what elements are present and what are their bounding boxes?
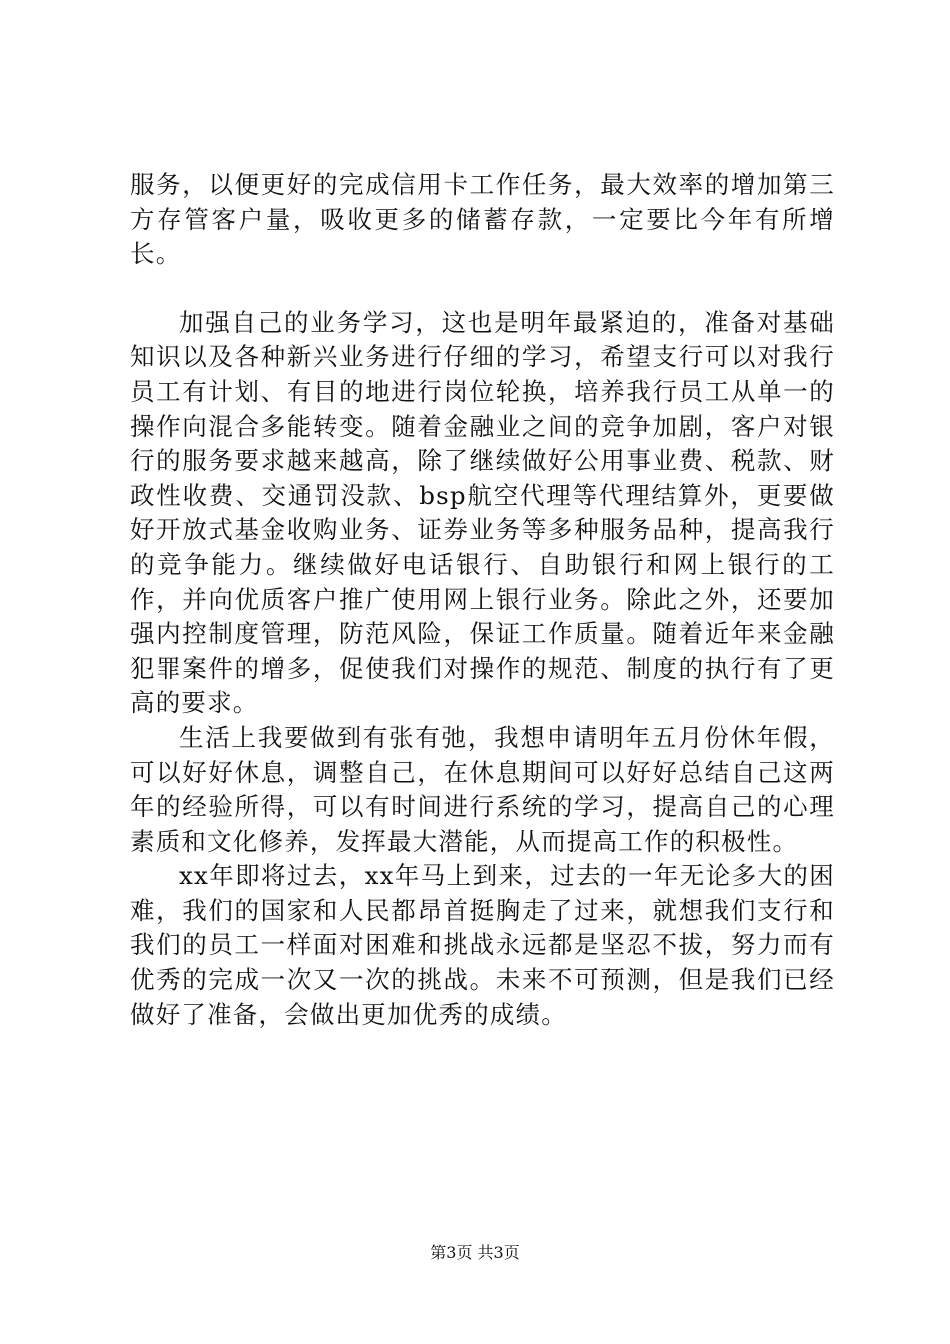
paragraph-4: xx年即将过去，xx年马上到来，过去的一年无论多大的困难，我们的国家和人民都昂首挺胸走了过来，就想我们支行和我们的员工一样面对困难和挑战永远都是坚忍不拔，努力而有优秀的完成一次又一次的挑战。未来不可预测，但是我们已经做好了准备，会做出更加优秀的成绩。 <box>130 861 835 1029</box>
page-footer: 第3页 共3页 <box>430 1243 520 1262</box>
paragraph-3: 生活上我要做到有张有弛，我想申请明年五月份休年假，可以好好休息，调整自己，在休息期间可以好好总结自己这两年的经验所得，可以有时间进行系统的学习，提高自己的心理素质和文化修养，发挥最大潜能，从而提高工作的积极性。 <box>130 722 835 856</box>
paragraph-1: 服务，以便更好的完成信用卡工作任务，最大效率的增加第三方存管客户量，吸收更多的储蓄存款，一定要比今年有所增长。 <box>130 170 835 269</box>
document-body <box>130 168 835 1032</box>
paragraph-2: 加强自己的业务学习，这也是明年最紧迫的，准备对基础知识以及各种新兴业务进行仔细的学习，希望支行可以对我行员工有计划、有目的地进行岗位轮换，培养我行员工从单一的操作向混合多能转变。随着金融业之间的竞争加剧，客户对银行的服务要求越来越高，除了继续做好公用事业费、税款、财政性收费、交通罚没款、bsp航空代理等代理结算外，更要做好开放式基金收购业务、证券业务等多种服务品种，提高我行的竞争能力。继续做好电话银行、自助银行和网上银行的工作，并向优质客户推广使用网上银行业务。除此之外，还要加强内控制度管理，防范风险，保证工作质量。随着近年来金融犯罪案件的增多，促使我们对操作的规范、制度的执行有了更高的要求。 <box>130 307 835 718</box>
paragraph-gap <box>130 272 835 306</box>
